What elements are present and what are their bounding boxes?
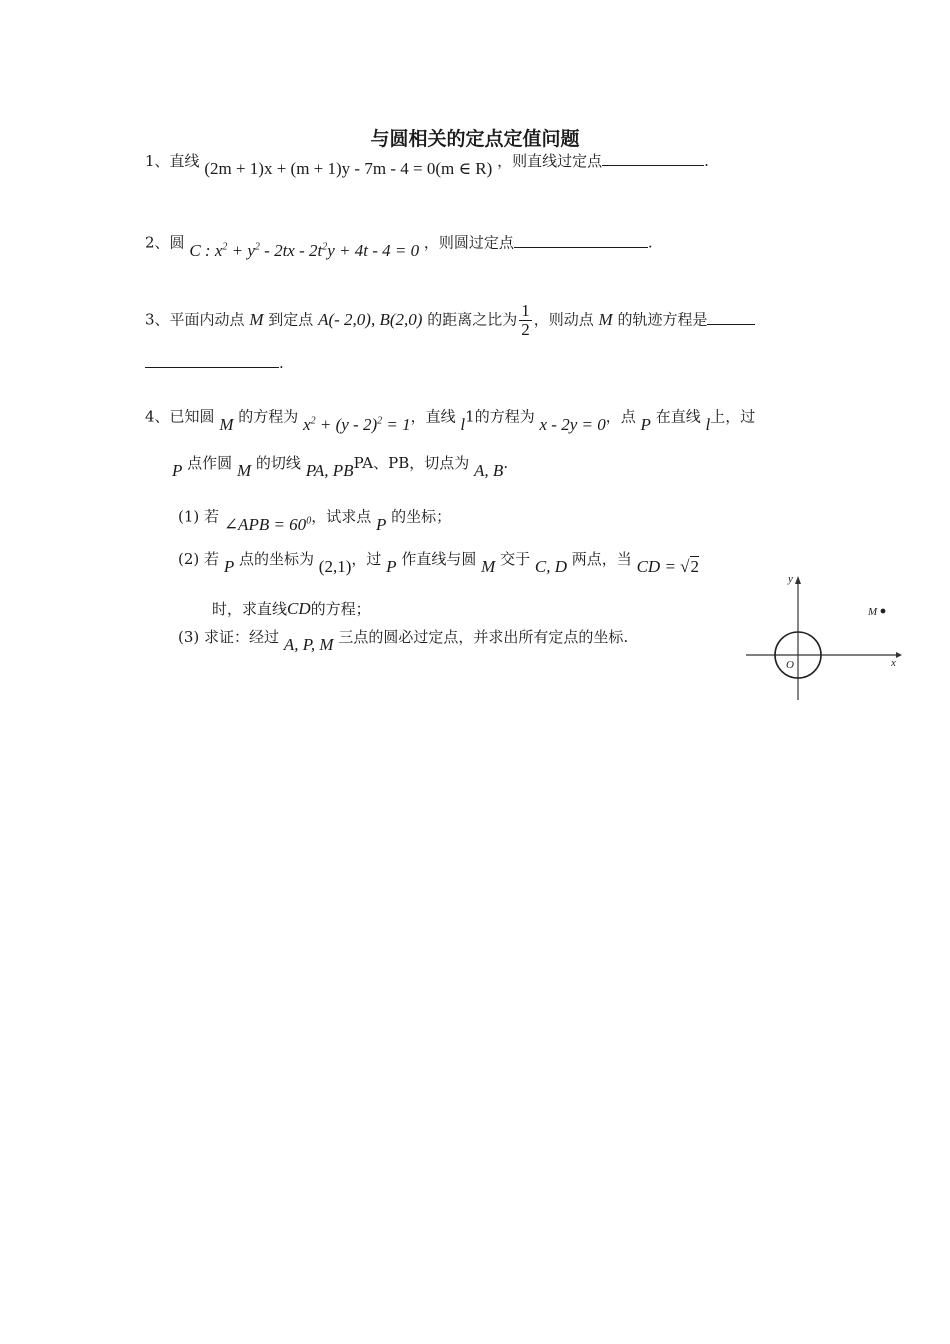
question-1: 1、直线 (2m + 1)x + (m + 1)y - 7m - 4 = 0(m ∈ R) ，则直线过定点 . xyxy=(145,152,709,178)
question-2: 2、圆 C : $x^2 + y^2 - 2tx - 2t^2y + 4t - 4 = 0$ ，则圆过定点 . xyxy=(145,233,653,260)
x-axis-label: x xyxy=(891,657,896,669)
sub-question-2-continued: 时，求直线CD的方程； xyxy=(212,599,371,618)
angle-condition: ∠APB = $60^0$ xyxy=(223,514,312,534)
point-m-label: M xyxy=(868,606,878,618)
y-axis-label: y xyxy=(788,573,793,585)
answer-blank-3a[interactable] xyxy=(707,310,755,325)
question-4-line-2: P 点作圆 M 的切线 PA, PBPA、PB，切点为 A, B. xyxy=(172,454,509,480)
sub-question-3: (3) 求证：经过 A, P, M 三点的圆必过定点，并求出所有定点的坐标. xyxy=(178,628,629,654)
chord-length: CD = √2 xyxy=(636,557,700,576)
circle-equation: $x^2 + (y - 2)^2 = 1$ xyxy=(303,414,411,434)
fraction-one-half: $\frac{1}{2}$ xyxy=(521,301,530,339)
answer-blank-1[interactable] xyxy=(602,151,704,166)
y-axis-arrow-icon xyxy=(795,576,801,584)
q1-formula: (2m + 1)x + (m + 1)y - 7m - 4 = 0(m ∈ R) xyxy=(204,159,493,178)
coordinate-figure xyxy=(744,572,904,704)
x-axis-arrow-icon xyxy=(896,652,902,658)
question-3: 3、平面内动点 M 到定点 A(- 2,0), B(2,0) 的距离之比为 $\frac{1}{2}$ ，则动点 M 的轨迹方程是 xyxy=(145,302,755,339)
page-title: 与圆相关的定点定值问题 xyxy=(370,128,580,150)
question-4: 4、已知圆 M 的方程为 $x^2 + (y - 2)^2 = 1$，直线 l1的方程为 x - 2y = 0，点 P 在直线 l上，过 xyxy=(145,407,756,434)
point-m-dot xyxy=(881,609,886,614)
line-equation: x - 2y = 0 xyxy=(539,414,606,434)
origin-label: O xyxy=(786,659,794,671)
q3-points: A(- 2,0), B(2,0) xyxy=(318,309,423,329)
sub-question-2: (2) 若 P 点的坐标为 (2,1)，过 P 作直线与圆 M 交于 C, D 两点，当 CD = √2 xyxy=(178,550,700,576)
question-3-continued: . xyxy=(145,352,284,374)
answer-blank-2[interactable] xyxy=(514,233,648,248)
q2-formula: C : $x^2 + y^2 - 2tx - 2t^2y + 4t - 4 = 0$ xyxy=(189,240,420,260)
answer-blank-3b[interactable] xyxy=(145,353,279,368)
sub-question-1: (1) 若 ∠APB = $60^0$，试求点 P 的坐标； xyxy=(178,507,452,534)
